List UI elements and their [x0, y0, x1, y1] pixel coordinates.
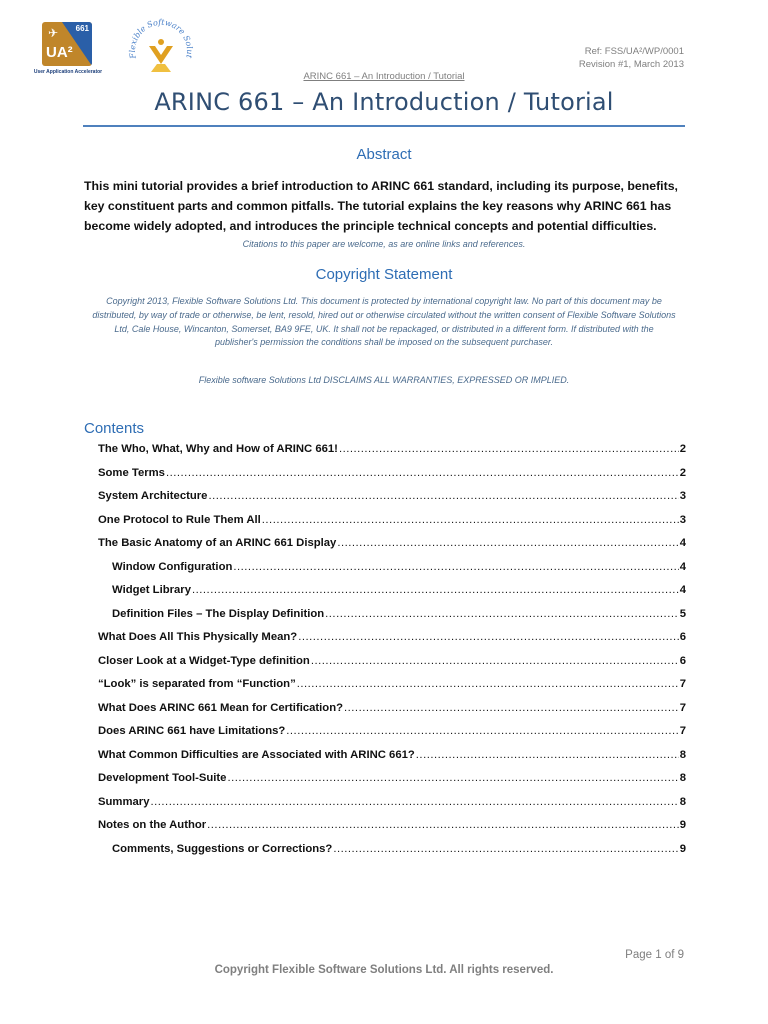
toc-entry[interactable]	[98, 443, 686, 459]
toc-leader-dots	[192, 584, 679, 596]
toc-entry-page: 3	[679, 490, 686, 502]
toc-entry[interactable]	[98, 796, 686, 812]
disclaimer-text: Flexible software Solutions Ltd DISCLAIMS ALL WARRANTIES, EXPRESSED OR IMPLIED.	[198, 375, 570, 385]
ua2-logo-text: UA²	[46, 44, 73, 61]
toc-entry-page: 7	[679, 678, 686, 690]
toc-entry-label: What Does All This Physically Mean?	[98, 631, 298, 643]
toc-leader-dots	[286, 725, 678, 737]
toc-entry-label: What Common Difficulties are Associated with ARINC 661?	[98, 748, 415, 761]
running-title: ARINC 661 – An Introduction / Tutorial	[303, 71, 465, 82]
toc-entry-label: One Protocol to Rule Them All	[98, 513, 261, 526]
toc-leader-dots	[262, 514, 679, 526]
page-number: Page 1 of 9	[625, 949, 684, 961]
toc-leader-dots	[297, 678, 679, 690]
toc-entry[interactable]	[98, 537, 686, 553]
toc-entry[interactable]	[98, 467, 686, 483]
toc-leader-dots	[339, 443, 679, 455]
toc-entry-page: 8	[679, 795, 686, 808]
toc-entry[interactable]	[112, 561, 686, 577]
toc-entry-page: 6	[679, 654, 686, 667]
abstract-heading: Abstract	[356, 146, 412, 163]
toc-entry-label: “Look” is separated from “Function”	[98, 678, 296, 690]
toc-entry-label: Widget Library	[112, 584, 191, 596]
toc-entry-page: 3	[679, 513, 686, 526]
page-title: ARINC 661 – An Introduction / Tutorial	[154, 88, 614, 116]
toc-entry[interactable]	[98, 772, 686, 788]
toc-entry-page: 8	[679, 772, 686, 784]
toc-entry-label: Definition Files – The Display Definition	[112, 607, 325, 620]
toc-entry-page: 6	[679, 631, 686, 643]
toc-entry[interactable]	[98, 819, 686, 835]
toc-entry[interactable]	[112, 584, 686, 600]
toc-leader-dots	[325, 608, 679, 620]
footer-copyright: Copyright Flexible Software Solutions Ltd. All rights reserved.	[214, 964, 554, 976]
toc-entry-page: 2	[679, 466, 686, 479]
toc-entry-label: System Architecture	[98, 490, 208, 502]
toc-leader-dots	[207, 819, 679, 831]
toc-entry-page: 8	[679, 748, 686, 761]
copyright-heading: Copyright Statement	[315, 266, 453, 283]
ua2-logo-badge	[42, 22, 92, 66]
toc-entry-page: 7	[679, 725, 686, 737]
toc-entry-label: Summary	[98, 795, 150, 808]
toc-entry-label: Window Configuration	[112, 560, 233, 573]
toc-entry-label: Notes on the Author	[98, 819, 207, 831]
title-divider	[83, 125, 685, 127]
toc-leader-dots	[311, 655, 679, 667]
toc-leader-dots	[337, 537, 678, 549]
toc-leader-dots	[233, 561, 678, 573]
toc-entry[interactable]	[98, 490, 686, 506]
toc-entry-page: 9	[679, 842, 686, 855]
toc-entry[interactable]	[98, 514, 686, 530]
fss-logo-text: Flexible Software Solut	[127, 17, 195, 60]
copyright-text: Copyright 2013, Flexible Software Solutions Ltd. This document is protected by international copyright law. No part of this document may be distributed, by way of trade or otherwise, be lent, resold, hired out or otherwise circulated without the written consent of Flexible Software Solutions Ltd, Cale House, Wincanton, Somerset, BA9 9FE, UK. It shall not be repackaged, or distributed in a different form. If distributed with the publisher's permission the conditions shall be imposed on the subsequent purchaser.	[92, 296, 676, 348]
toc-entry-label: Closer Look at a Widget-Type definition	[98, 654, 310, 667]
toc-entry-label: Some Terms	[98, 466, 165, 479]
toc-leader-dots	[227, 772, 678, 784]
toc-entry-label: The Who, What, Why and How of ARINC 661!	[98, 443, 338, 455]
toc-entry-page: 2	[679, 443, 686, 455]
ua2-logo-number: 661	[75, 24, 89, 33]
toc-entry[interactable]	[98, 678, 686, 694]
revision-label: Revision #1, March 2013	[578, 59, 684, 70]
toc-entry[interactable]	[112, 608, 686, 624]
svg-text:Flexible Software Solutions	[126, 14, 194, 60]
toc-leader-dots	[166, 467, 679, 479]
toc-entry-label: Does ARINC 661 have Limitations?	[98, 725, 286, 737]
toc-entry[interactable]	[98, 631, 686, 647]
document-reference	[579, 45, 684, 71]
toc-entry-page: 7	[679, 701, 686, 714]
ua2-logo-caption: User Application Accelerator	[33, 69, 103, 75]
contents-heading: Contents	[84, 420, 145, 437]
toc-entry-page: 4	[679, 560, 686, 573]
toc-leader-dots	[208, 490, 678, 502]
toc-entry-label: The Basic Anatomy of an ARINC 661 Display	[98, 537, 337, 549]
toc-entry-page: 4	[679, 537, 686, 549]
toc-entry-page: 5	[679, 607, 686, 620]
citations-note: Citations to this paper are welcome, as are online links and references.	[242, 239, 526, 249]
toc-entry[interactable]	[98, 655, 686, 671]
toc-entry-page: 9	[679, 819, 686, 831]
toc-leader-dots	[416, 749, 679, 761]
toc-leader-dots	[151, 796, 679, 808]
toc-entry-page: 4	[679, 584, 686, 596]
toc-entry-label: Comments, Suggestions or Corrections?	[112, 842, 333, 855]
reference-number: Ref: FSS/UA²/WP/0001	[584, 46, 684, 57]
plane-icon: ✈	[48, 26, 59, 40]
toc-entry[interactable]	[98, 725, 686, 741]
abstract-text: This mini tutorial provides a brief introduction to ARINC 661 standard, including its purpose, benefits, key constituent parts and common pitfalls. The tutorial explains the key reasons why ARINC 661 has become widely adopted, and introduces the principle technical concepts and potential difficulties.	[84, 179, 678, 233]
toc-entry[interactable]	[98, 702, 686, 718]
toc-entry-label: What Does ARINC 661 Mean for Certification?	[98, 701, 344, 714]
toc-entry-label: Development Tool-Suite	[98, 772, 227, 784]
toc-entry[interactable]	[112, 843, 686, 859]
toc-entry[interactable]	[98, 749, 686, 765]
ua2-logo	[32, 20, 102, 78]
toc-leader-dots	[344, 702, 679, 714]
toc-leader-dots	[298, 631, 678, 643]
toc-leader-dots	[333, 843, 678, 855]
